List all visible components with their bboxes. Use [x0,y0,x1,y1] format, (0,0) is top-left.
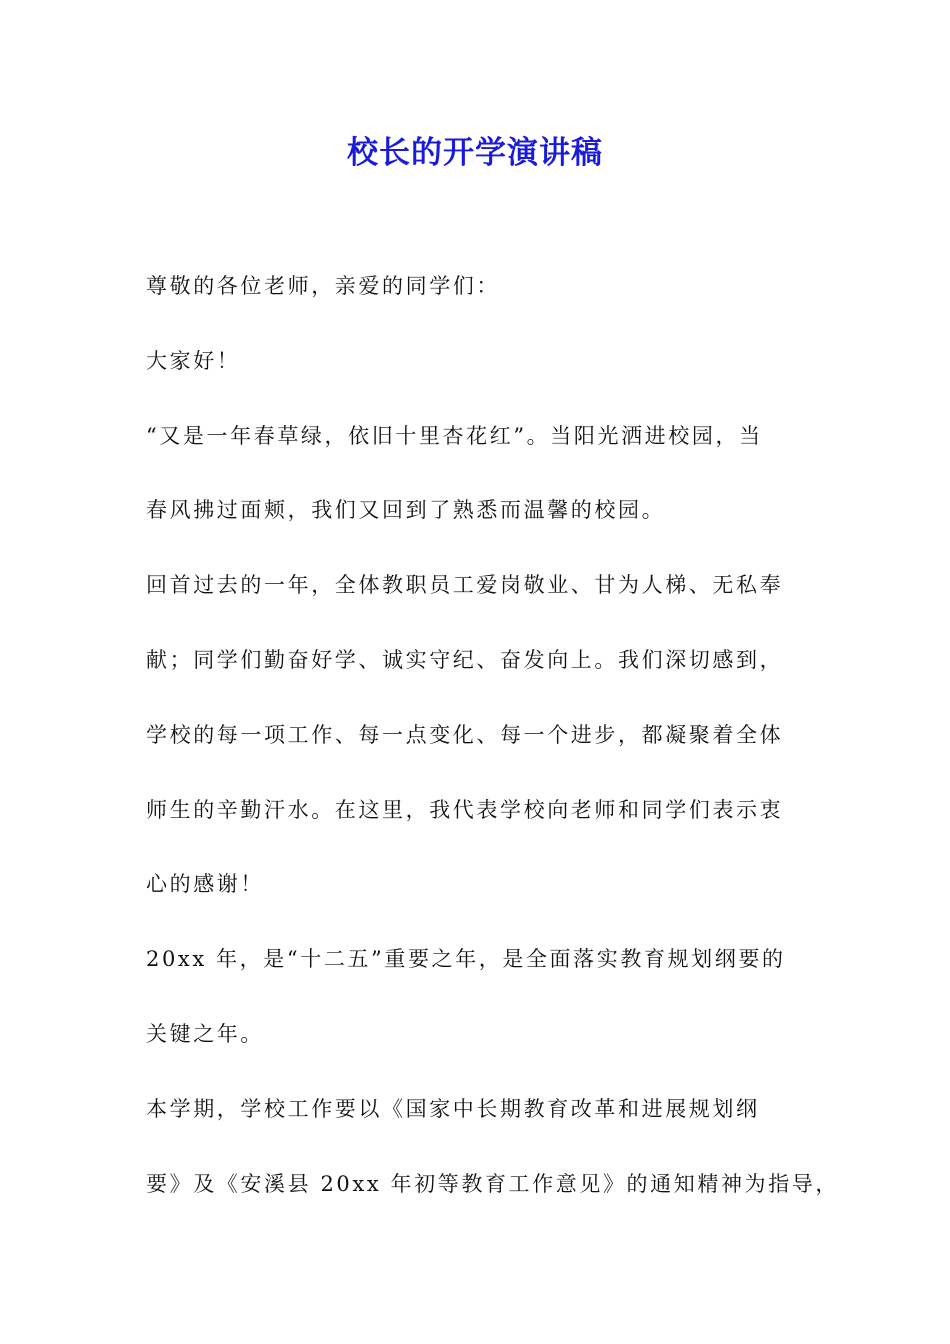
body-line: 春风拂过面颊，我们又回到了熟悉而温馨的校园。 [146,498,666,523]
body-line: 回首过去的一年，全体教职员工爱岗敬业、甘为人梯、无私奉 [146,573,784,598]
body-line: 关键之年。 [146,1021,264,1046]
body-line: 学校的每一项工作、每一点变化、每一个进步，都凝聚着全体 [146,722,784,747]
body-line: 20xx 年，是“十二五”重要之年，是全面落实教育规划纲要的 [146,947,786,972]
body-line: 本学期，学校工作要以《国家中长期教育改革和进展规划纲 [146,1096,760,1121]
body-line: 心的感谢！ [146,872,264,897]
body-line: 师生的辛勤汗水。在这里，我代表学校向老师和同学们表示衷 [146,797,784,822]
body-line: 献；同学们勤奋好学、诚实守纪、奋发向上。我们深切感到， [146,647,784,672]
document-title: 校长的开学演讲稿 [347,135,603,171]
body-line: 要》及《安溪县 20xx 年初等教育工作意见》的通知精神为指导， [146,1171,839,1196]
body-line: 尊敬的各位老师，亲爱的同学们： [146,274,500,298]
body-line: “又是一年春草绿，依旧十里杏花红”。当阳光洒进校园，当 [146,423,763,448]
document-body [146,268,839,1240]
body-line: 大家好！ [146,348,241,373]
